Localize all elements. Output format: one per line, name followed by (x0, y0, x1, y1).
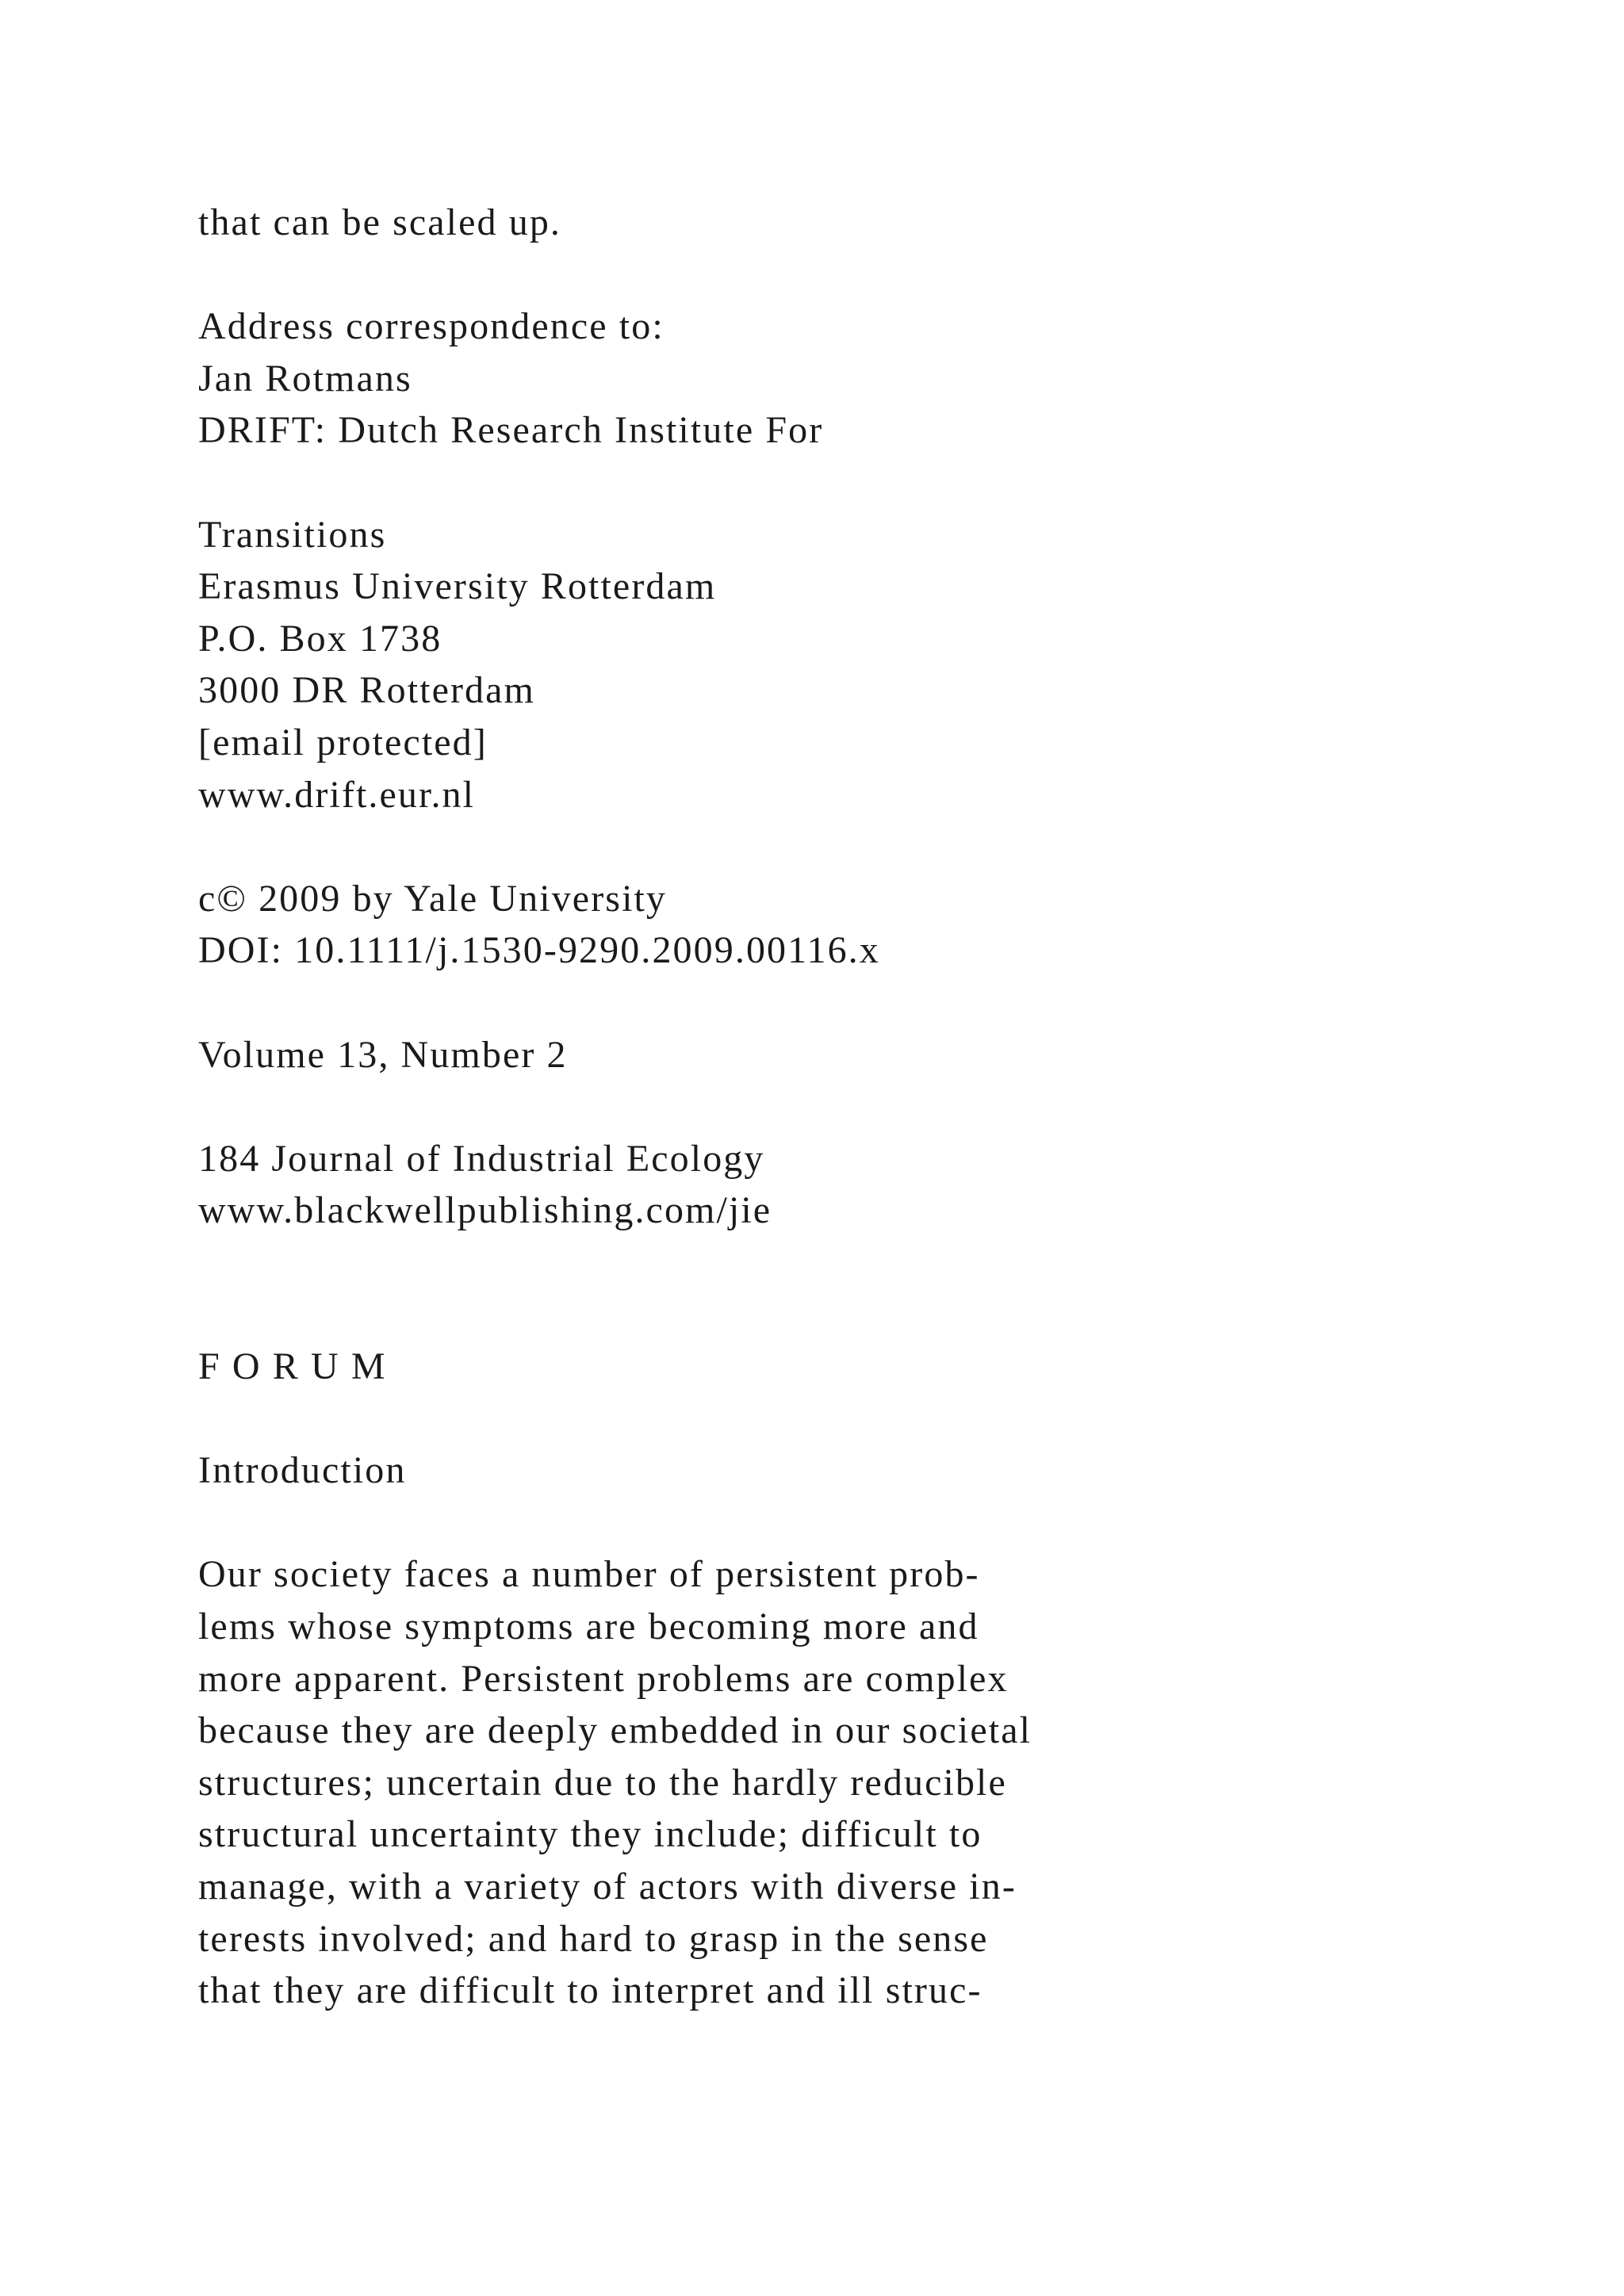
blank-line (198, 249, 1546, 301)
doi: DOI: 10.1111/j.1530-9290.2009.00116.x (198, 929, 880, 972)
body-line: terests involved; and hard to grasp in the sense (198, 1917, 989, 1960)
institute-line-2: Transitions (198, 513, 387, 556)
journal-line: 184 Journal of Industrial Ecology (198, 1137, 765, 1180)
email-address: [email protected] (198, 721, 488, 763)
correspondence-block (198, 300, 1546, 821)
section-label: F O R U M (198, 1345, 387, 1388)
body-line: structural uncertainty they include; difficult to (198, 1813, 982, 1856)
journal-url: www.blackwellpublishing.com/jie (198, 1189, 772, 1232)
blank-space (198, 1237, 1546, 1341)
correspondence-heading: Address correspondence to: (198, 305, 665, 348)
body-line: because they are deeply embedded in our societal (198, 1709, 1032, 1752)
body-paragraph (198, 1548, 1546, 2016)
intro-fragment: that can be scaled up. (198, 201, 562, 243)
blank-line (198, 1081, 1546, 1133)
blank-line (198, 821, 1546, 873)
blank-line (198, 977, 1546, 1029)
section-heading: Introduction (198, 1449, 407, 1492)
copyright-notice: c© 2009 by Yale University (198, 877, 668, 920)
blank-line (198, 1497, 1546, 1549)
website-url: www.drift.eur.nl (198, 773, 476, 816)
body-line: more apparent. Persistent problems are complex (198, 1657, 1009, 1700)
institute-line-1: DRIFT: Dutch Research Institute For (198, 409, 824, 452)
body-line: that they are difficult to interpret and ill struc- (198, 1969, 982, 2012)
blank-line (198, 457, 1546, 509)
body-line: manage, with a variety of actors with diverse in- (198, 1866, 1017, 1908)
document-page (198, 197, 1546, 2017)
blank-line (198, 1393, 1546, 1445)
copyright-block (198, 873, 1546, 977)
body-line: structures; uncertain due to the hardly reducible (198, 1761, 1007, 1804)
po-box: P.O. Box 1738 (198, 617, 442, 660)
volume-number: Volume 13, Number 2 (198, 1033, 568, 1076)
university: Erasmus University Rotterdam (198, 565, 717, 608)
body-line: Our society faces a number of persistent prob- (198, 1553, 980, 1596)
body-line: lems whose symptoms are becoming more and (198, 1605, 979, 1648)
postal-city: 3000 DR Rotterdam (198, 669, 535, 712)
author-name: Jan Rotmans (198, 357, 412, 400)
journal-block (198, 1133, 1546, 1237)
